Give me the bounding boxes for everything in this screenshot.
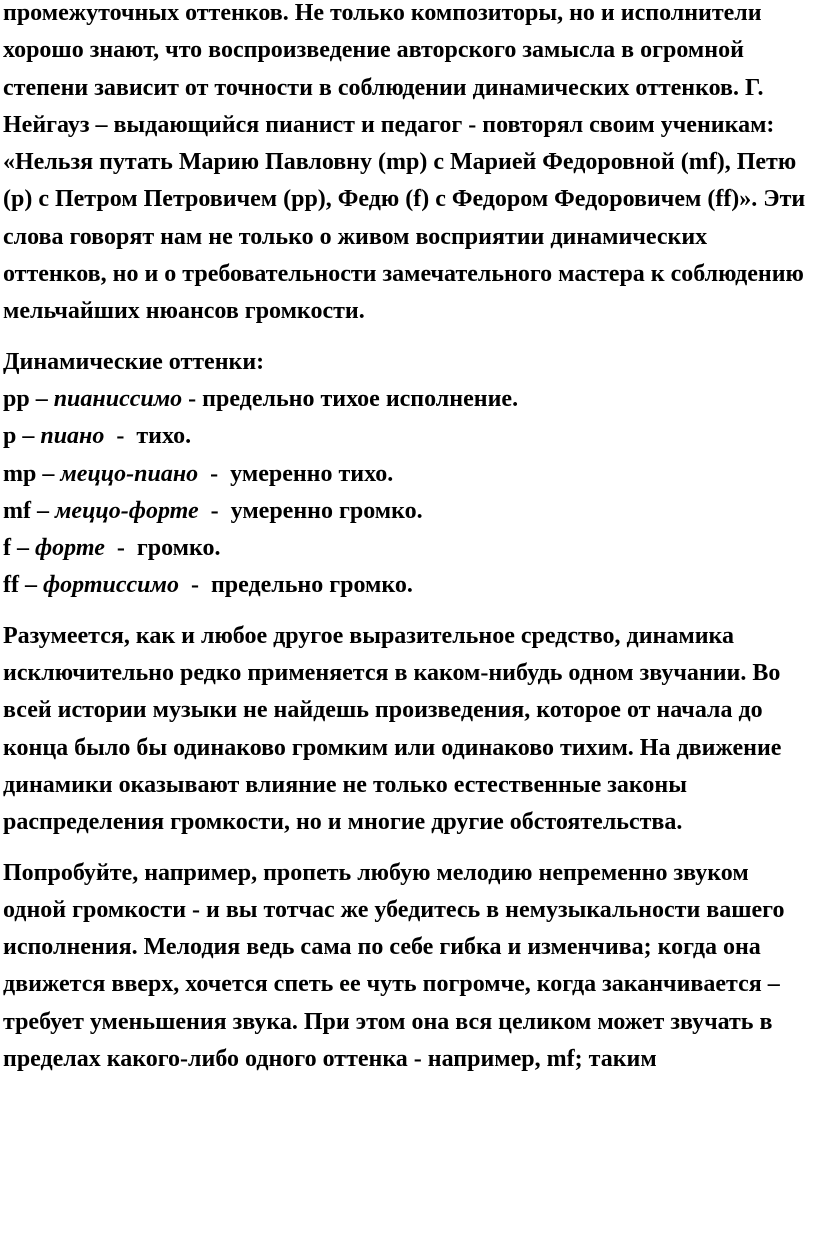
dynamics-description: громко.: [136, 535, 221, 562]
dynamics-body-paragraph: Разумеется, как и любое другое выразительное средство, динамика исключительно редко применяется в каком-нибудь одном звучании. Во всей истории музыки не найдешь произведения, которое от начала до конца было бы одинаково громким или одинаково тихим. На движение динамики оказывают влияние не только естественные законы распределения громкости, но и многие другие обстоятельства.: [3, 622, 782, 836]
dynamics-separator: -: [198, 460, 231, 487]
dynamics-term: фортиссимо: [42, 572, 179, 599]
dynamics-abbr: ff –: [3, 572, 43, 599]
dynamics-item-f: [3, 530, 812, 567]
dynamics-term: меццо-форте: [54, 497, 199, 524]
dynamics-item-mf: [3, 493, 812, 530]
dynamics-abbr: mf –: [3, 497, 55, 524]
paragraph-spacer: [3, 605, 812, 618]
dynamics-separator: -: [104, 423, 137, 450]
paragraph-spacer: [3, 331, 812, 344]
dynamics-term: пианиссимо: [53, 385, 183, 412]
dynamics-item-mp: [3, 456, 812, 493]
dynamics-item-ff: [3, 567, 812, 604]
dynamics-term: форте: [35, 535, 105, 562]
dynamics-separator: -: [182, 385, 203, 412]
dynamics-description: тихо.: [136, 423, 192, 450]
dynamics-abbr: f –: [3, 535, 35, 562]
dynamics-list: [3, 381, 812, 605]
dynamics-abbr: р –: [3, 423, 41, 450]
paragraph-spacer: [3, 842, 812, 855]
dynamics-abbr: рр –: [3, 385, 54, 412]
dynamics-term: меццо-пиано: [60, 460, 199, 487]
dynamics-term: пиано: [40, 423, 105, 450]
dynamics-separator: -: [178, 572, 211, 599]
dynamics-description: предельно громко.: [210, 572, 413, 599]
dynamics-abbr: mp –: [3, 460, 61, 487]
dynamics-heading: Динамические оттенки:: [3, 348, 265, 375]
dynamics-description: умеренно громко.: [230, 497, 423, 524]
dynamics-separator: -: [198, 497, 231, 524]
dynamics-description: предельно тихое исполнение.: [202, 385, 519, 412]
dynamics-description: умеренно тихо.: [230, 460, 394, 487]
dynamics-item-p: [3, 418, 812, 455]
dynamics-separator: -: [104, 535, 137, 562]
melody-paragraph: Попробуйте, например, пропеть любую мелодию непременно звуком одной громкости - и вы тотчас же убедитесь в немузыкальности вашего исполнения. Мелодия ведь сама по себе гибка и изменчива; когда она движется вверх, хочется спеть ее чуть погромче, когда заканчивается – требует уменьшения звука. При этом она вся целиком может звучать в пределах какого-либо одного оттенка - например, mf; таким: [3, 859, 785, 1073]
intro-paragraph: промежуточных оттенков. Не только композиторы, но и исполнители хорошо знают, что воспроизведение авторского замысла в огромной степени зависит от точности в соблюдении динамических оттенков. Г. Нейгауз – выдающийся пианист и педагог - повторял своим ученикам: «Нельзя путать Марию Павловну (mp) с Марией Федоровной (mf), Петю (р) с Петром Петровичем (рр), Федю (f) с Федором Федоровичем (ff)». Эти слова говорят нам не только о живом восприятии динамических оттенков, но и о требовательности замечательного мастера к соблюдению мельчайших нюансов громкости.: [3, 0, 806, 325]
dynamics-item-pp: [3, 381, 812, 418]
